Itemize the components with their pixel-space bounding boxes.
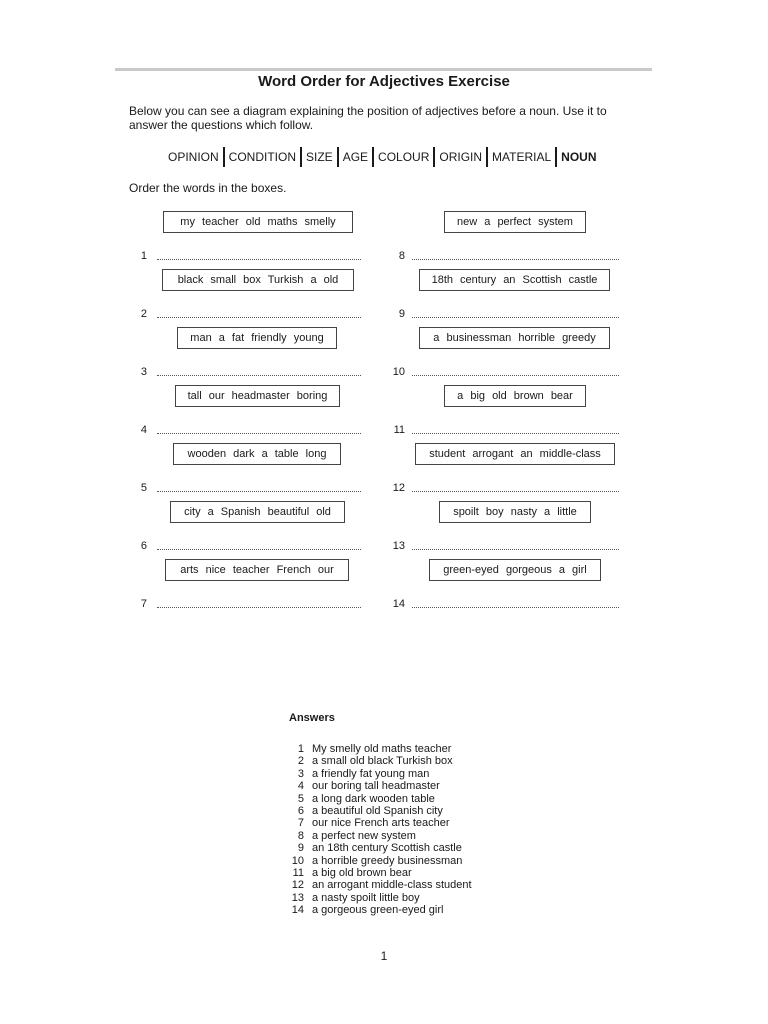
answer-line-4[interactable]	[157, 425, 361, 434]
answer-line-2[interactable]	[157, 309, 361, 318]
answer-line-9[interactable]	[412, 309, 619, 318]
answer-number: 13	[291, 891, 304, 904]
answer-text: a big old brown bear	[312, 867, 412, 880]
diagram-size: SIZE	[306, 150, 333, 164]
answer-text: an arrogant middle-class student	[312, 879, 472, 892]
answer-text: a long dark wooden table	[312, 792, 435, 805]
question-number: 11	[393, 424, 405, 436]
question-number: 12	[392, 482, 405, 494]
question-number: 10	[392, 366, 405, 378]
word-box-8: new a perfect system	[444, 211, 586, 233]
question-number: 6	[140, 540, 147, 552]
answer-item	[282, 768, 472, 780]
question-number: 5	[140, 482, 147, 494]
question-number: 8	[398, 250, 405, 262]
word-box-10: a businessman horrible greedy	[419, 327, 610, 349]
word-box-13: spoilt boy nasty a little	[439, 501, 591, 523]
answer-number: 3	[297, 767, 304, 780]
answer-item	[282, 855, 472, 867]
diagram-age: AGE	[342, 150, 369, 164]
answer-line-10[interactable]	[412, 367, 619, 376]
diagram-noun: NOUN	[561, 150, 597, 164]
answers-list	[282, 743, 472, 917]
answer-number: 1	[297, 743, 304, 755]
diagram-opinion: OPINION	[168, 150, 219, 164]
word-box-12: student arrogant an middle-class	[415, 443, 615, 465]
answer-text: an 18th century Scottish castle	[312, 842, 462, 855]
answer-text: a horrible greedy businessman	[312, 854, 463, 867]
answer-line-14[interactable]	[412, 599, 619, 608]
answer-line-7[interactable]	[157, 599, 361, 608]
answer-item	[282, 780, 472, 792]
answer-line-1[interactable]	[157, 251, 361, 260]
word-box-2: black small box Turkish a old	[162, 269, 354, 291]
diagram-colour: COLOUR	[378, 150, 430, 164]
answer-number: 6	[297, 805, 304, 818]
answer-text: My smelly old maths teacher	[312, 743, 452, 755]
word-box-1: my teacher old maths smelly	[163, 211, 353, 233]
answer-item	[282, 904, 472, 916]
question-number: 13	[392, 540, 405, 552]
answer-item	[282, 830, 472, 842]
word-box-11: a big old brown bear	[444, 385, 586, 407]
answer-item	[282, 817, 472, 829]
answers-heading: Answers	[289, 712, 335, 724]
question-number: 9	[398, 308, 405, 320]
answer-line-6[interactable]	[157, 541, 361, 550]
answer-number: 4	[297, 780, 304, 793]
question-number: 14	[392, 598, 405, 610]
question-number: 7	[140, 598, 147, 610]
question-number: 2	[140, 308, 147, 320]
answer-text: a small old black Turkish box	[312, 755, 453, 768]
word-box-14: green-eyed gorgeous a girl	[429, 559, 601, 581]
word-box-4: tall our headmaster boring	[175, 385, 340, 407]
answer-number: 8	[297, 829, 304, 842]
diagram-condition: CONDITION	[228, 150, 297, 164]
answer-number: 10	[291, 854, 304, 867]
word-box-9: 18th century an Scottish castle	[419, 269, 610, 291]
answer-line-11[interactable]	[412, 425, 619, 434]
diagram-material: MATERIAL	[492, 150, 552, 164]
diagram-origin: ORIGIN	[439, 150, 483, 164]
answer-line-13[interactable]	[412, 541, 619, 550]
page-number: 1	[380, 949, 388, 963]
word-box-5: wooden dark a table long	[173, 443, 341, 465]
question-number: 3	[140, 366, 147, 378]
answer-item	[282, 755, 472, 767]
answer-number: 14	[291, 904, 304, 917]
answer-number: 7	[297, 817, 304, 830]
answer-text: a perfect new system	[312, 829, 416, 842]
question-number: 4	[140, 424, 147, 436]
answer-text: a nasty spoilt little boy	[312, 891, 420, 904]
answer-text: a beautiful old Spanish city	[312, 805, 443, 818]
answer-text: a gorgeous green-eyed girl	[312, 904, 444, 917]
answer-line-5[interactable]	[157, 483, 361, 492]
answer-item	[282, 867, 472, 879]
answer-line-3[interactable]	[157, 367, 361, 376]
answer-line-12[interactable]	[412, 483, 619, 492]
answer-number: 5	[297, 792, 304, 805]
word-box-7: arts nice teacher French our	[165, 559, 349, 581]
answer-item	[282, 892, 472, 904]
header-rule	[115, 68, 652, 71]
answer-item	[282, 805, 472, 817]
intro-text: Below you can see a diagram explaining the position of adjectives before a noun. Use it to answer the questions which follow.	[129, 104, 607, 132]
answer-line-8[interactable]	[412, 251, 619, 260]
question-number: 1	[140, 250, 147, 262]
answer-item	[282, 793, 472, 805]
answer-number: 11	[292, 867, 304, 880]
answer-item	[282, 879, 472, 891]
answer-text: a friendly fat young man	[312, 767, 430, 780]
answer-number: 9	[297, 842, 304, 855]
answer-item	[282, 842, 472, 854]
answer-text: our nice French arts teacher	[312, 817, 450, 830]
word-box-6: city a Spanish beautiful old	[170, 501, 345, 523]
instruction-text: Order the words in the boxes.	[129, 181, 287, 195]
answer-item	[282, 743, 472, 755]
answer-number: 2	[297, 755, 304, 768]
adjective-order-diagram	[164, 147, 601, 167]
answer-number: 12	[291, 879, 304, 892]
answer-text: our boring tall headmaster	[312, 780, 440, 793]
word-box-3: man a fat friendly young	[177, 327, 337, 349]
page-title: Word Order for Adjectives Exercise	[258, 73, 510, 90]
